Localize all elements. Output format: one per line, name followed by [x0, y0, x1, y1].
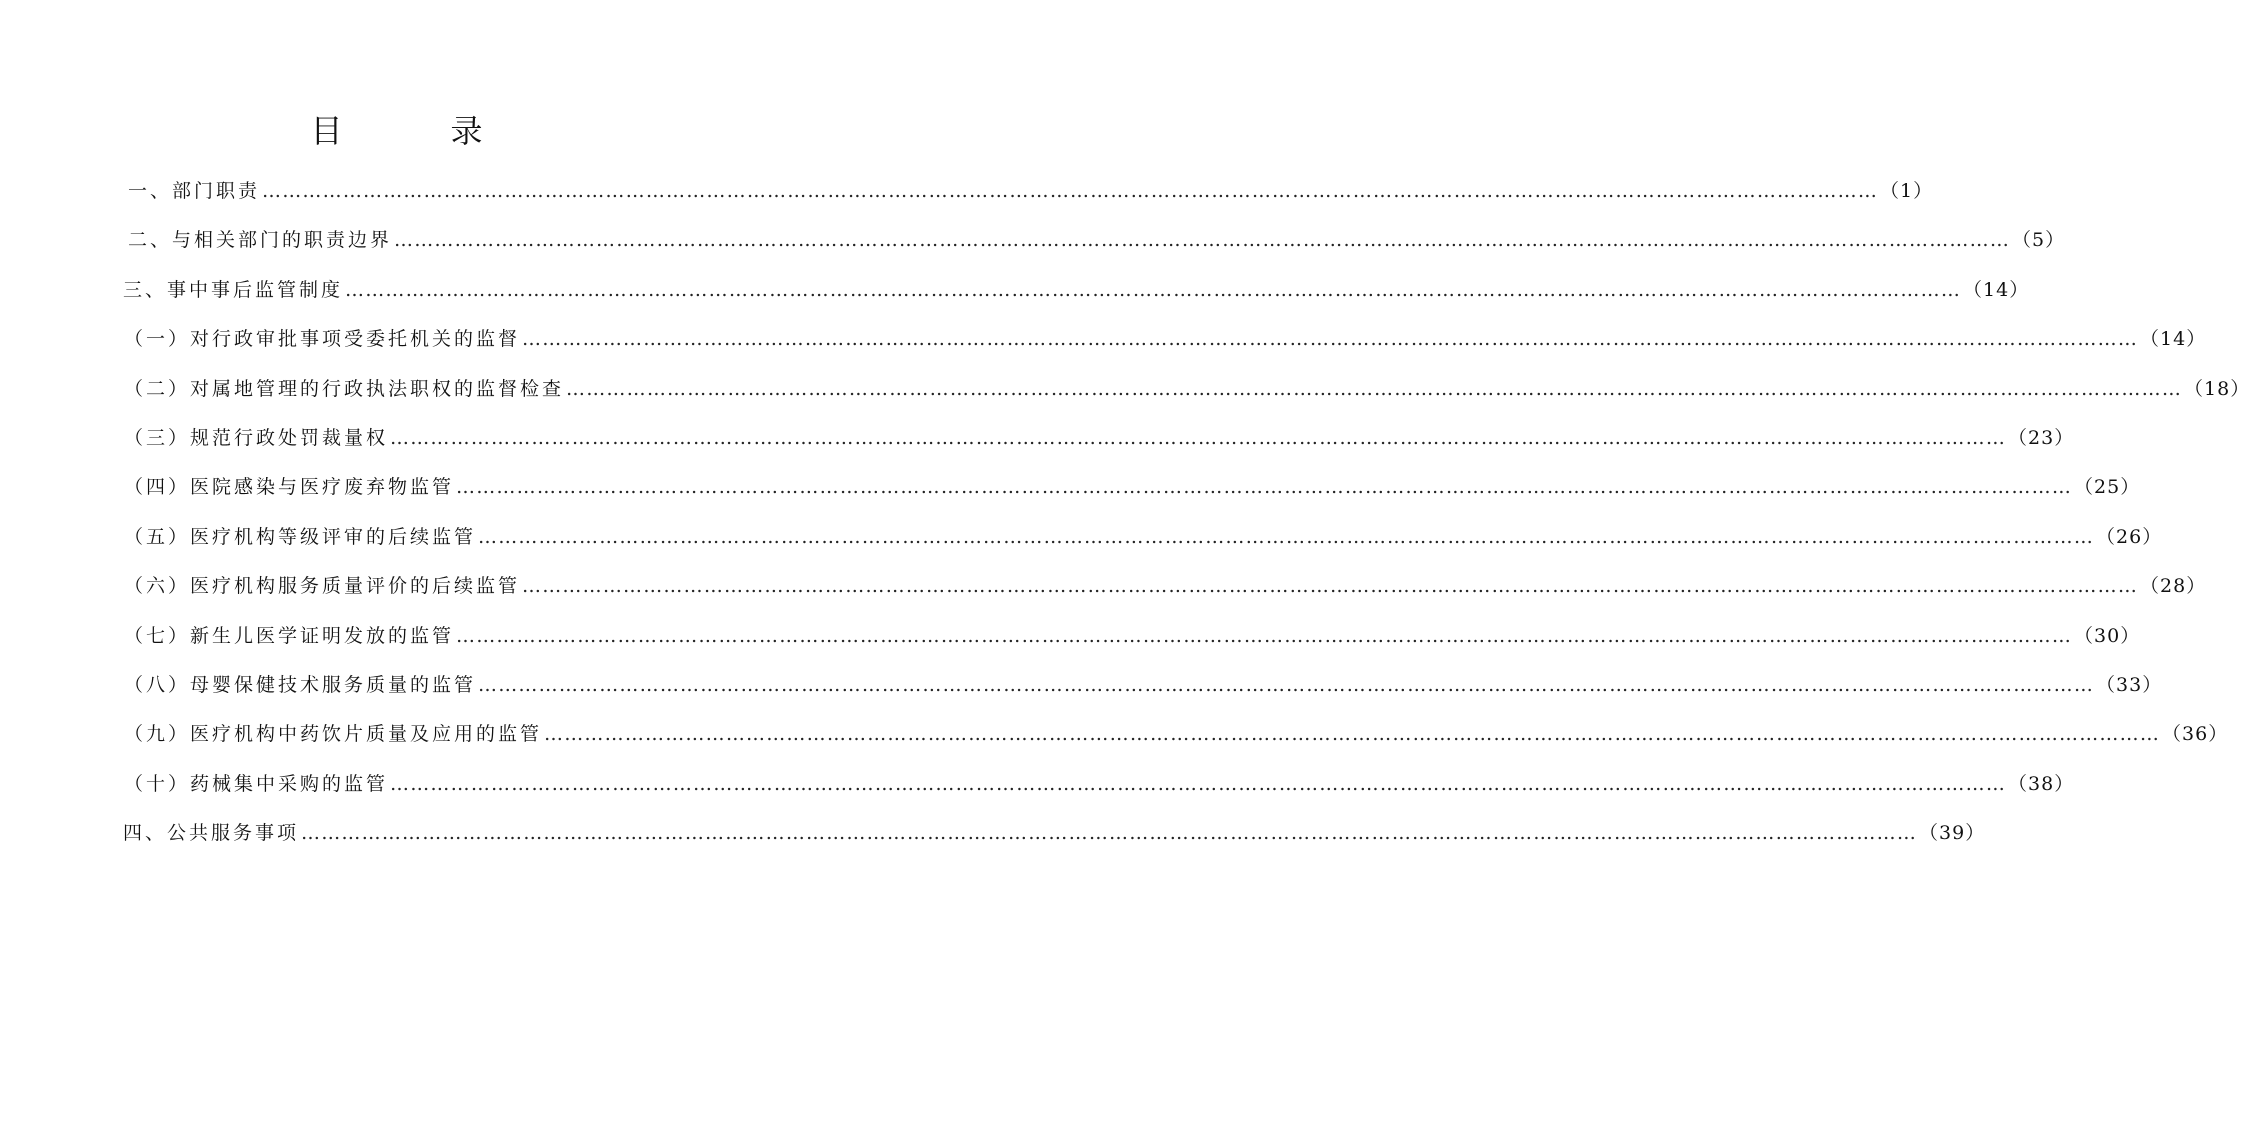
dot-leader: …………………………………………………………………………………………………………………………………………………………………………………………………………………… — [394, 229, 2011, 252]
toc-entry-page-number: （14） — [2140, 328, 2207, 351]
toc-entry-page-number: （18） — [2184, 377, 2250, 400]
dot-leader: …………………………………………………………………………………………………………………………………………………………………………………………………………………… — [522, 575, 2139, 598]
toc-entry[interactable] — [0, 569, 2207, 618]
toc-entry[interactable] — [0, 223, 2066, 272]
toc-entry-page-number: （36） — [2162, 723, 2229, 746]
toc-entry-page-number: （28） — [2140, 575, 2207, 598]
toc-entry-label: （八）母婴保健技术服务质量的监管 — [124, 673, 477, 696]
toc-entry-label: （三）规范行政处罚裁量权 — [124, 426, 389, 449]
toc-entry[interactable] — [0, 372, 2250, 421]
toc-entry-label: 三、事中事后监管制度 — [123, 278, 344, 301]
dot-leader: …………………………………………………………………………………………………………………………………………………………………………………………………………………… — [522, 328, 2139, 351]
toc-entry-page-number: （25） — [2074, 476, 2141, 499]
dot-leader: …………………………………………………………………………………………………………………………………………………………………………………………………………………… — [390, 426, 2007, 449]
toc-entry-line — [124, 771, 2075, 797]
toc-entry[interactable] — [0, 668, 2163, 717]
toc-entry-label: （六）医疗机构服务质量评价的后续监管 — [124, 575, 521, 598]
toc-entry-line — [124, 623, 2141, 649]
toc-entry-line — [128, 227, 2066, 253]
toc-entry-page-number: （23） — [2008, 426, 2075, 449]
dot-leader: …………………………………………………………………………………………………………………………………………………………………………………………………………………… — [345, 278, 1962, 301]
toc-entry-line — [124, 721, 2229, 747]
toc-entry-page-number: （33） — [2096, 673, 2163, 696]
dot-leader: …………………………………………………………………………………………………………………………………………………………………………………………………………………… — [478, 525, 2095, 548]
toc-entry[interactable] — [0, 322, 2207, 371]
page-title: 目 录 — [310, 112, 521, 150]
toc-entry-label: （四）医院感染与医疗废弃物监管 — [124, 476, 455, 499]
dot-leader: …………………………………………………………………………………………………………………………………………………………………………………………………………………… — [390, 772, 2007, 795]
dot-leader: …………………………………………………………………………………………………………………………………………………………………………………………………………………… — [456, 624, 2073, 647]
dot-leader: …………………………………………………………………………………………………………………………………………………………………………………………………………………… — [301, 822, 1918, 845]
toc-entry-line — [124, 524, 2163, 550]
dot-leader: …………………………………………………………………………………………………………………………………………………………………………………………………………………… — [456, 476, 2073, 499]
dot-leader: …………………………………………………………………………………………………………………………………………………………………………………………………………………… — [262, 180, 1879, 202]
toc-entry[interactable] — [0, 520, 2163, 569]
toc-entry-page-number: （39） — [1919, 822, 1986, 845]
dot-leader: …………………………………………………………………………………………………………………………………………………………………………………………………………………… — [544, 723, 2161, 746]
toc-entry-line — [123, 820, 1986, 846]
toc-entry-page-number: （5） — [2012, 229, 2066, 252]
toc-entry-label: 二、与相关部门的职责边界 — [128, 229, 393, 252]
toc-entry[interactable] — [0, 470, 2141, 519]
dot-leader: …………………………………………………………………………………………………………………………………………………………………………………………………………………… — [566, 377, 2183, 400]
toc-entry-line — [123, 277, 2030, 303]
toc-entry[interactable] — [0, 174, 1934, 223]
toc-entry-page-number: （38） — [2008, 772, 2075, 795]
dot-leader: …………………………………………………………………………………………………………………………………………………………………………………………………………………… — [478, 673, 2095, 696]
toc-entry-line — [124, 425, 2075, 451]
toc-entry-label: （七）新生儿医学证明发放的监管 — [124, 624, 455, 647]
toc-entry-label: （十）药械集中采购的监管 — [124, 772, 389, 795]
toc-entry[interactable] — [0, 717, 2229, 766]
toc-entry[interactable] — [0, 273, 2030, 322]
toc-entry-page-number: （1） — [1880, 180, 1934, 202]
toc-entry-label: （二）对属地管理的行政执法职权的监督检查 — [124, 377, 565, 400]
toc-entry-label: （九）医疗机构中药饮片质量及应用的监管 — [124, 723, 543, 746]
toc-entry-label: 四、公共服务事项 — [123, 822, 300, 845]
toc-entry-page-number: （14） — [1963, 278, 2030, 301]
toc-entry[interactable] — [0, 767, 2075, 816]
toc-entry[interactable] — [0, 421, 2075, 470]
toc-entry-line — [128, 178, 1934, 204]
toc-entry-label: （五）医疗机构等级评审的后续监管 — [124, 525, 477, 548]
toc-entry-line — [124, 376, 2250, 402]
toc-entry-label: 一、部门职责 — [128, 180, 261, 202]
toc-entry-label: （一）对行政审批事项受委托机关的监督 — [124, 328, 521, 351]
table-of-contents — [0, 174, 2250, 865]
toc-entry[interactable] — [0, 816, 1986, 865]
toc-entry-page-number: （26） — [2096, 525, 2163, 548]
toc-entry-line — [124, 573, 2207, 599]
toc-entry[interactable] — [0, 619, 2141, 668]
toc-entry-line — [124, 326, 2207, 352]
toc-entry-page-number: （30） — [2074, 624, 2141, 647]
toc-entry-line — [124, 474, 2141, 500]
toc-entry-line — [124, 672, 2163, 698]
